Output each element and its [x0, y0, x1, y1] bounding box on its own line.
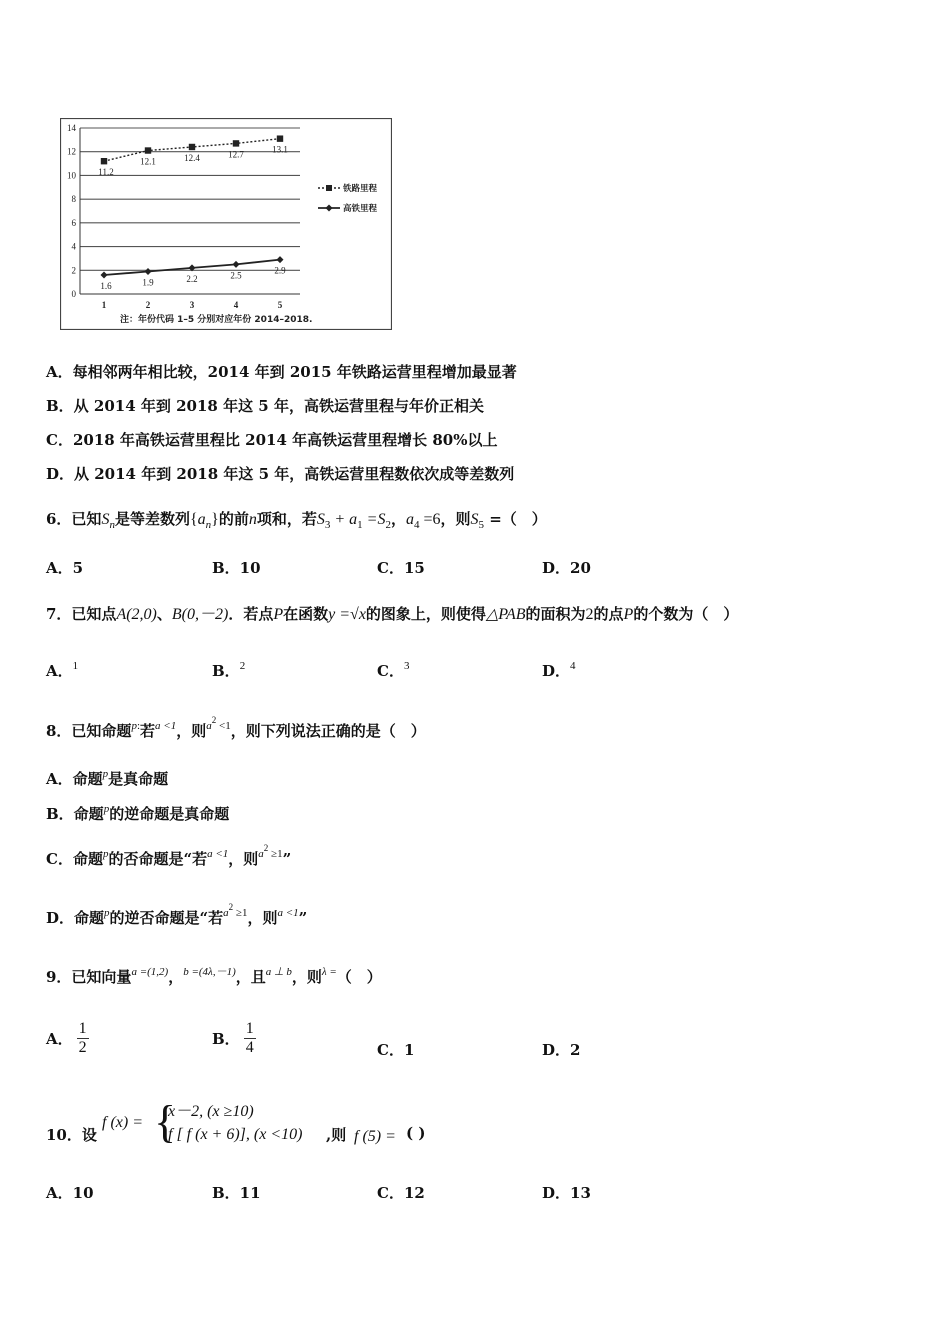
data-label: 13.1 [272, 144, 288, 155]
q8-option-d: D．命题$^p$的逆否命题是“若$^{a2}$ $^{\ge 1}$，则$^{a <1}$” [46, 902, 308, 927]
q10-option-a: A．10 [46, 1184, 94, 1202]
q7-option-a: A．$^1$ [46, 660, 79, 680]
q7-option-d: D．$^4$ [542, 660, 576, 680]
chart-note: 注：年份代码 1–5 分别对应年份 2014–2018. [120, 315, 313, 325]
y-tick-label: 10 [67, 170, 76, 181]
q8-option-a: A．命题$^p$是真命题 [46, 768, 169, 788]
legend-label: 铁路里程 [343, 184, 378, 194]
q6-option-b: B．10 [212, 559, 261, 577]
q5-option-b: B．从 2014 年到 2018 年这 5 年，高铁运营里程与年价正相关 [46, 397, 484, 415]
x-tick-label: 4 [233, 300, 239, 310]
q8-option-b: B．命题$^p$的逆命题是真命题 [46, 803, 230, 823]
q9-option-d: D．2 [542, 1041, 581, 1059]
y-tick-label: 6 [71, 217, 76, 228]
q5-option-c: C．2018 年高铁运营里程比 2014 年高铁运营里程增长 80%以上 [46, 431, 498, 449]
data-point [101, 158, 107, 164]
q7-option-b: B．$^2$ [212, 660, 246, 680]
legend-label: 高铁里程 [343, 204, 378, 214]
data-point [189, 144, 195, 150]
q10-option-c: C．12 [377, 1184, 425, 1202]
q6-stem: 6．已知$S_n$是等差数列$\{a_n\}$的前n项和，若$S_3 + a_1 =S_2$，$a_4 =6$，则$S_5$ =（ ） [46, 510, 547, 531]
x-tick-label: 5 [277, 300, 283, 310]
q9-stem: 9．已知向量$^{a =(1,2)}$，$^{b =(4\lambda,-1)}$，且$^{a \perp b}$，则$^{\lambda =}$（ ） [46, 966, 382, 986]
q8-option-c: C．命题$^p$的否命题是“若$^{a <1}$，则$^{a2}$ $^{\ge 1}$” [46, 843, 292, 868]
q7-option-c: C．$^3$ [377, 660, 410, 680]
q8-stem: 8．已知命题$^{p:}$若$^{a <1}$，则$^{a2}$ $^{<1}$，则下列说法正确的是（ ） [46, 715, 426, 740]
data-label: 1.6 [100, 281, 112, 292]
y-tick-label: 0 [71, 289, 76, 299]
legend-marker [326, 185, 332, 191]
q7-stem: 7．已知点A(2,0)、B(0,－2)．若点P在函数y =√x的图象上，则使得△PAB的面积为2的点P的个数为（ ） [46, 605, 739, 623]
chart-frame [61, 119, 392, 330]
data-label: 2.5 [230, 270, 242, 281]
data-label: 12.4 [184, 152, 200, 163]
data-label: 1.9 [142, 277, 154, 288]
data-label: 2.9 [274, 265, 286, 276]
q10-option-b: B．11 [212, 1184, 261, 1202]
q5-option-d: D．从 2014 年到 2018 年这 5 年，高铁运营里程数依次成等差数列 [46, 465, 515, 483]
q5-option-a: A．每相邻两年相比较，2014 年到 2015 年铁路运营里程增加最显著 [46, 363, 517, 381]
data-point [277, 135, 283, 141]
y-tick-label: 8 [71, 194, 76, 205]
x-tick-label: 2 [145, 300, 151, 310]
q6-option-d: D．20 [542, 559, 591, 577]
x-tick-label: 1 [101, 300, 107, 310]
y-tick-label: 12 [67, 146, 76, 157]
line-chart [60, 118, 392, 330]
data-label: 12.7 [228, 149, 244, 160]
q9-option-c: C．1 [377, 1041, 415, 1059]
q9-option-a: A． $\frac{1}{2}$ [46, 1020, 87, 1056]
data-label: 11.2 [98, 167, 114, 178]
q6-option-a: A．5 [46, 559, 84, 577]
q6-option-c: C．15 [377, 559, 425, 577]
x-tick-label: 3 [189, 300, 195, 310]
data-label: 2.2 [186, 273, 198, 284]
y-tick-label: 4 [71, 241, 76, 252]
q9-option-b: B． $\frac{1}{4}$ [212, 1020, 254, 1056]
q10-option-d: D．13 [542, 1184, 591, 1202]
y-tick-label: 2 [71, 265, 76, 276]
y-tick-label: 14 [67, 123, 76, 133]
data-point [145, 147, 151, 153]
data-point [233, 140, 239, 146]
data-label: 12.1 [140, 156, 156, 167]
